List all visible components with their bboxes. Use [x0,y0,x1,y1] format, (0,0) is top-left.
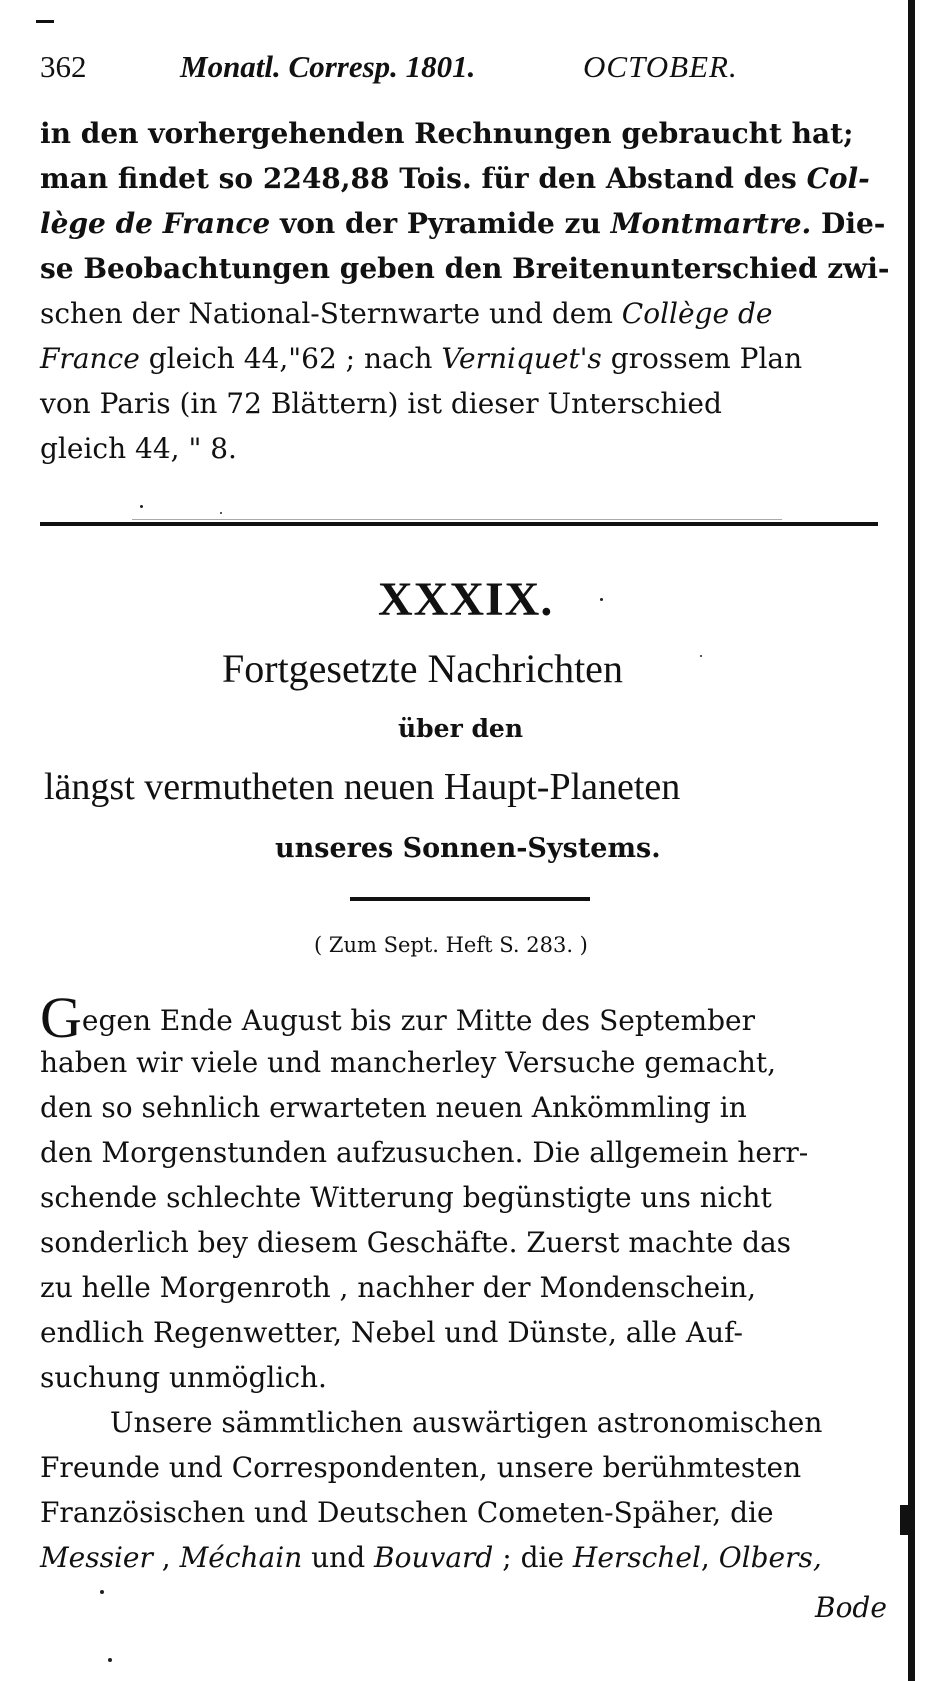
continuation-line: von Paris (in 72 Blättern) ist dieser Unterschied [40,387,722,420]
body-line: endlich Regenwetter, Nebel und Dünste, alle Auf- [40,1316,743,1349]
continuation-line: lège de France von der Pyramide zu Montmartre. Die- [40,207,886,240]
body-line: haben wir viele und mancherley Versuche gemacht, [40,1046,777,1079]
continuation-line: in den vorhergehenden Rechnungen gebraucht hat; [40,117,854,150]
running-header [40,46,840,88]
ink-speck [108,1658,112,1662]
issue-month: OCTOBER. [583,49,738,84]
section-divider [40,522,878,526]
body-line: Unsere sämmtlichen auswärtigen astronomischen [110,1406,823,1439]
journal-title: Monatl. Corresp. 1801. [180,49,476,84]
article-title-main: längst vermutheten neuen Haupt-Planeten [44,766,681,808]
page-number: 362 [40,49,87,84]
ink-speck [600,598,603,601]
body-line: suchung unmöglich. [40,1361,327,1394]
title-divider [350,897,590,901]
article-title-sub: unseres Sonnen-Systems. [275,833,661,864]
continuation-line: France gleich 44,"62 ; nach Verniquet's grossem Plan [40,342,803,375]
body-line: Freunde und Correspondenten, unsere berühmtesten [40,1451,802,1484]
body-line: zu helle Morgenroth , nachher der Mondenschein, [40,1271,757,1304]
catchword: Bode [815,1591,887,1624]
continuation-line: se Beobachtungen geben den Breitenunterschied zwi- [40,252,890,285]
article-title: Fortgesetzte Nachrichten [222,646,623,691]
body-line: Gegen Ende August bis zur Mitte des September [40,985,755,1050]
body-line: Messier , Méchain und Bouvard ; die Herschel, Olbers, [40,1541,822,1574]
article-title-connector: über den [398,714,523,743]
body-line: den so sehnlich erwarteten neuen Ankömmling in [40,1091,747,1124]
continuation-line: gleich 44, " 8. [40,432,237,465]
corner-mark [36,20,54,23]
body-line: den Morgenstunden aufzusuchen. Die allgemein herr- [40,1136,809,1169]
ink-speck [140,505,143,508]
body-line: schende schlechte Witterung begünstigte uns nicht [40,1181,772,1214]
continuation-line: man findet so 2248,88 Tois. für den Abstand des Col- [40,162,870,195]
ink-speck [220,512,222,514]
body-line: Französischen und Deutschen Cometen-Späher, die [40,1496,774,1529]
continuation-line: schen der National-Sternwarte und dem Collège de [40,297,773,330]
article-number: XXXIX. [378,573,554,626]
body-line: sonderlich bey diesem Geschäfte. Zuerst machte das [40,1226,792,1259]
drop-cap: G [40,985,82,1050]
article-reference: ( Zum Sept. Heft S. 283. ) [314,933,588,957]
ink-speck [100,1590,104,1594]
